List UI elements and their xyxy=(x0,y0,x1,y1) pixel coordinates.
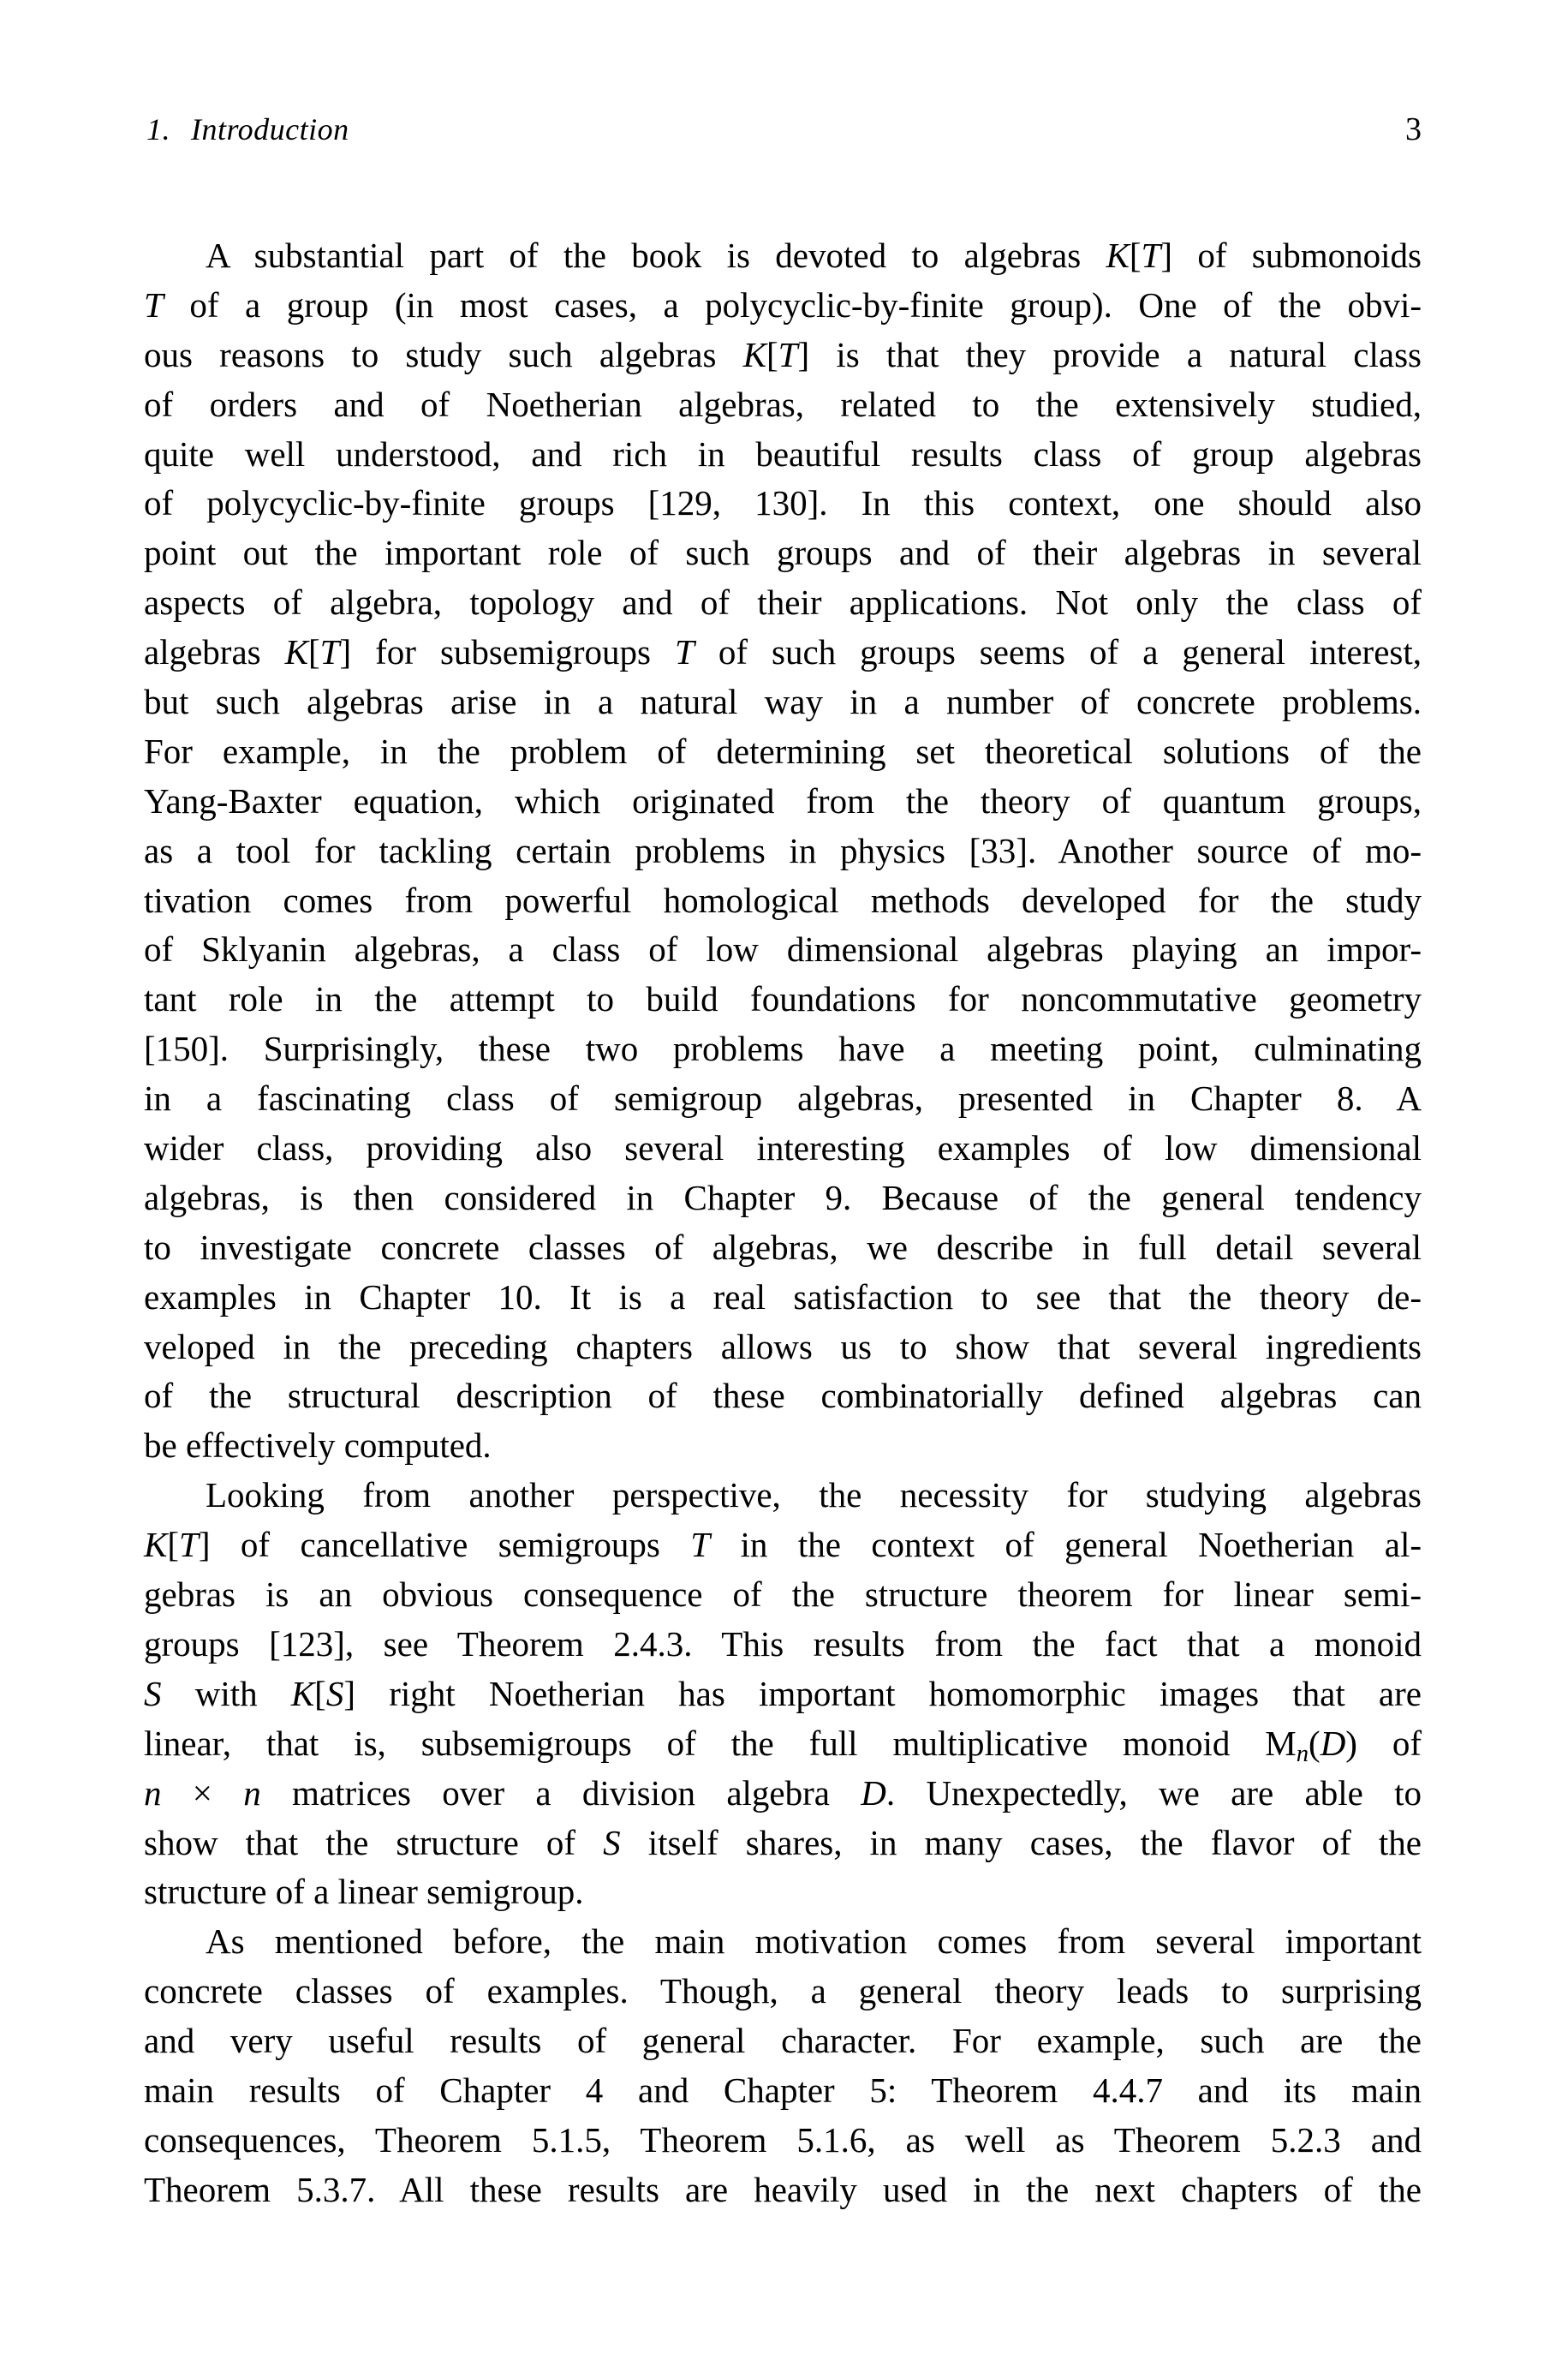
text-line: and very useful results of general character. For example, such are the xyxy=(144,2021,1422,2061)
text-line: S with K[S] right Noetherian has important homomorphic images that are xyxy=(144,1673,1422,1713)
text-line: linear, that is, subsemigroups of the full multiplicative monoid $M_n(D)$ of xyxy=(144,1723,1422,1767)
text-line: n × n matrices over a division algebra D. Unexpectedly, we are able to xyxy=(144,1772,1422,1813)
text-line: concrete classes of examples. Though, a general theory leads to surprising xyxy=(144,1971,1422,2011)
text-line: aspects of algebra, topology and of their applications. Not only the class of xyxy=(144,583,1422,623)
page-number: 3 xyxy=(1405,111,1422,147)
paragraph-1 xyxy=(144,231,1422,1471)
text-line: For example, in the problem of determining set theoretical solutions of the xyxy=(144,731,1422,771)
text-line: [150]. Surprisingly, these two problems have a meeting point, culminating xyxy=(144,1029,1422,1069)
text-line: consequences, Theorem 5.1.5, Theorem 5.1.6, as well as Theorem 5.2.3 and xyxy=(144,2119,1422,2160)
text-line: examples in Chapter 10. It is a real satisfaction to see that the theory de- xyxy=(144,1276,1422,1317)
text-line: K[T] of cancellative semigroups T in the context of general Noetherian al- xyxy=(144,1525,1422,1565)
text-line: Looking from another perspective, the necessity for studying algebras xyxy=(206,1475,1422,1515)
running-head xyxy=(144,110,1422,149)
chapter-title: Introduction xyxy=(191,112,349,146)
running-head-chapter xyxy=(146,110,349,149)
text-line: ous reasons to study such algebras K[T] is that they provide a natural class xyxy=(144,334,1422,374)
text-line: Yang-Baxter equation, which originated from the theory of quantum groups, xyxy=(144,780,1422,821)
text-line: algebras K[T] for subsemigroups T of such groups seems of a general interest, xyxy=(144,632,1422,672)
paragraph-2 xyxy=(144,1471,1422,1917)
text-line: T of a group (in most cases, a polycyclic-by-finite group). One of the obvi- xyxy=(144,284,1422,325)
text-line: tivation comes from powerful homological methods developed for the study xyxy=(144,880,1422,920)
text-line: quite well understood, and rich in beautiful results class of group algebras xyxy=(144,433,1422,474)
paragraph-3 xyxy=(144,1917,1422,2214)
text-line: gebras is an obvious consequence of the structure theorem for linear semi- xyxy=(144,1574,1422,1615)
text-line: point out the important role of such groups and of their algebras in several xyxy=(144,533,1422,573)
text-line: of the structural description of these combinatorially defined algebras can xyxy=(144,1376,1422,1416)
text-line: algebras, is then considered in Chapter 9. Because of the general tendency xyxy=(144,1177,1422,1217)
text-line: of polycyclic-by-finite groups [129, 130]. In this context, one should also xyxy=(144,483,1422,523)
text-line: structure of a linear semigroup. xyxy=(144,1872,584,1912)
text-line: groups [123], see Theorem 2.4.3. This results from the fact that a monoid xyxy=(144,1623,1422,1664)
body-text xyxy=(144,231,1422,2215)
text-line: Theorem 5.3.7. All these results are heavily used in the next chapters of the xyxy=(144,2169,1422,2209)
text-line: as a tool for tackling certain problems in physics [33]. Another source of mo- xyxy=(144,830,1422,870)
text-line: be effectively computed. xyxy=(144,1425,492,1466)
text-line: to investigate concrete classes of algebras, we describe in full detail several xyxy=(144,1227,1422,1267)
text-line: As mentioned before, the main motivation comes from several important xyxy=(206,1921,1422,1962)
text-line: veloped in the preceding chapters allows us to show that several ingredients xyxy=(144,1326,1422,1366)
text-line: of Sklyanin algebras, a class of low dimensional algebras playing an impor- xyxy=(144,929,1422,970)
text-line: wider class, providing also several interesting examples of low dimensional xyxy=(144,1128,1422,1168)
text-line: tant role in the attempt to build foundations for noncommutative geometry xyxy=(144,979,1422,1019)
text-line: but such algebras arise in a natural way in a number of concrete problems. xyxy=(144,682,1422,722)
text-line: A substantial part of the book is devoted to algebras K[T] of submonoids xyxy=(206,236,1422,275)
text-line: show that the structure of S itself shares, in many cases, the flavor of the xyxy=(144,1822,1422,1862)
text-line: main results of Chapter 4 and Chapter 5: Theorem 4.4.7 and its main xyxy=(144,2070,1422,2110)
chapter-number: 1. xyxy=(146,112,170,146)
text-line: in a fascinating class of semigroup algebras, presented in Chapter 8. A xyxy=(144,1078,1422,1119)
text-line: of orders and of Noetherian algebras, related to the extensively studied, xyxy=(144,384,1422,424)
